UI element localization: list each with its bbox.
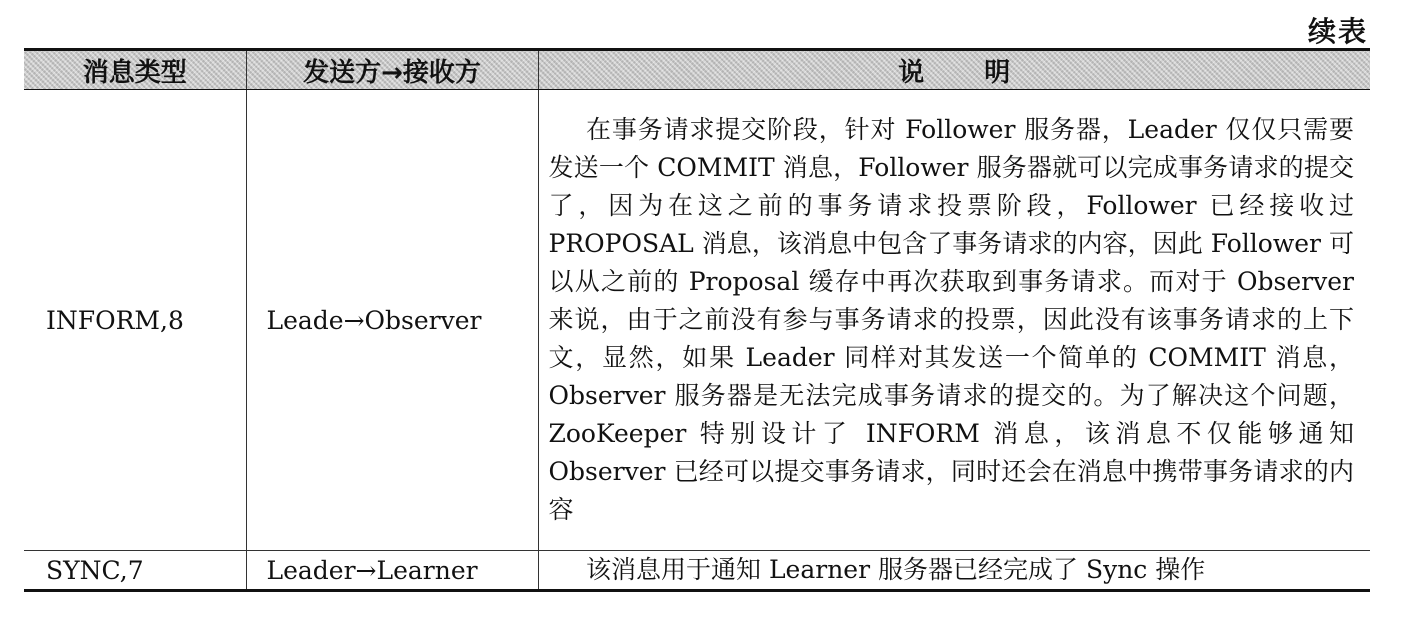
header-direction: 发送方→接收方 [246,50,538,90]
message-type-table [24,48,1370,592]
continued-table-label: 续表 [1307,15,1368,48]
cell-direction: Leade→Observer [246,90,538,551]
cell-direction: Leader→Learner [246,551,538,591]
cell-message-type: SYNC,7 [24,551,246,591]
description-text: 该消息用于通知 Learner 服务器已经完成了 Sync 操作 [586,555,1206,584]
cell-description [538,90,1370,551]
header-message-type: 消息类型 [24,50,246,90]
message-table [24,48,1370,592]
table-row-sync [24,551,1370,591]
header-description: 说明 [538,50,1370,90]
table-header [24,50,1370,90]
description-text: 在事务请求提交阶段，针对 Follower 服务器，Leader 仅仅只需要发送一个 COMMIT 消息，Follower 服务器就可以完成事务请求的提交了，因为在这之前的事务请求投票阶段，Follower 已经接收过 PROPOSAL 消息，该消息中包含了事务请求的内容，因此 Follower 可以从之前的 Proposal 缓存中再次获取到事务请求。而对于 Observer 来说，由于之前没有参与事务请求的投票，因此没有该事务请求的上下文，显然，如果 Leader 同样对其发送一个简单的 COMMIT 消息，Observer 服务器是无法完成事务请求的提交的。为了解决这个问题，ZooKeeper 特别设计了 INFORM 消息，该消息不仅能够通知 Observer 已经可以提交事务请求，同时还会在消息中携带事务请求的内容 [548,115,1354,524]
table-row-inform [24,90,1370,551]
cell-message-type: INFORM,8 [24,90,246,551]
cell-description [538,551,1370,591]
table-body [24,90,1370,591]
header-row [24,50,1370,90]
